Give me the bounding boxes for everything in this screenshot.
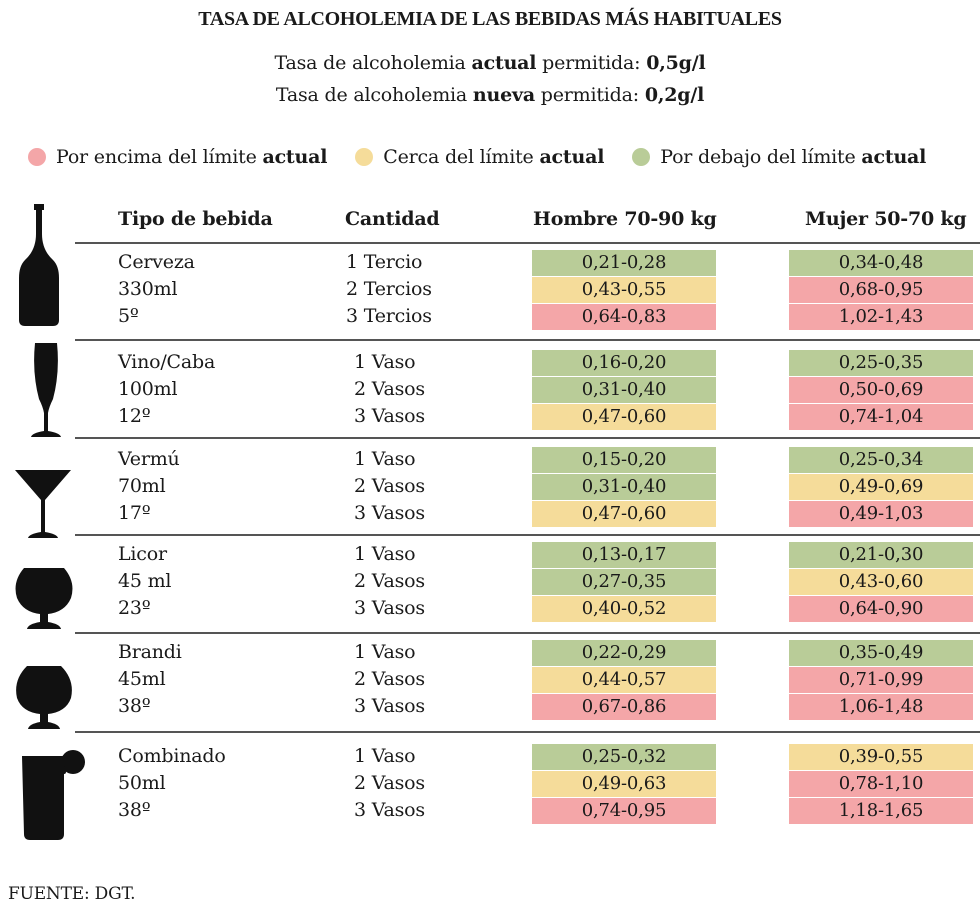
- legend-dot-below: [632, 148, 650, 166]
- highball-glass-icon: [22, 748, 86, 844]
- group-divider: [75, 632, 980, 634]
- mujer-value-cell: 0,43-0,60: [789, 569, 973, 595]
- mujer-value-cell: 1,18-1,65: [789, 798, 973, 824]
- beer-bottle-icon: [15, 204, 63, 330]
- drink-degree: 38º: [118, 695, 151, 717]
- drink-info: [118, 639, 182, 720]
- hombre-value-cell: 0,64-0,83: [532, 304, 716, 330]
- hombre-value-cell: 0,43-0,55: [532, 277, 716, 303]
- legend-item-near: [355, 146, 604, 168]
- wine-flute-icon: [23, 343, 71, 443]
- drink-degree: 5º: [118, 305, 139, 327]
- quantity-label: 1 Vaso: [354, 448, 416, 470]
- chart-title: TASA DE ALCOHOLEMIA DE LAS BEBIDAS MÁS HABITUALES: [198, 8, 782, 30]
- new-limit-bold: nueva: [472, 84, 535, 106]
- mujer-value-cell: 0,35-0,49: [789, 640, 973, 666]
- quantity-label: 1 Vaso: [354, 351, 416, 373]
- quantity-label: 3 Tercios: [346, 305, 432, 328]
- quantity-label: 1 Vaso: [354, 543, 416, 565]
- hombre-value-cell: 0,47-0,60: [532, 404, 716, 430]
- legend-text-near: Cerca del límite: [383, 146, 534, 168]
- quantity-label: 1 Tercio: [346, 251, 423, 273]
- hombre-value-cell: 0,74-0,95: [532, 798, 716, 824]
- legend-text-below: Por debajo del límite: [660, 146, 856, 168]
- hombre-value-cell: 0,21-0,28: [532, 250, 716, 276]
- mujer-value-cell: 1,02-1,43: [789, 304, 973, 330]
- drink-volume: 50ml: [118, 772, 166, 794]
- new-limit-value: 0,2g/l: [644, 84, 705, 106]
- drink-info: [118, 541, 171, 622]
- martini-glass-icon: [15, 470, 73, 544]
- drink-degree: 12º: [118, 405, 151, 427]
- quantity-label: 3 Vasos: [354, 502, 425, 525]
- mujer-value-cell: 0,39-0,55: [789, 744, 973, 770]
- quantity-label: 3 Vasos: [354, 405, 425, 428]
- current-limit-value: 0,5g/l: [646, 52, 706, 74]
- quantity-label: 3 Vasos: [354, 695, 425, 718]
- hombre-value-cell: 0,25-0,32: [532, 744, 716, 770]
- drink-volume: 45ml: [118, 668, 166, 690]
- drink-degree: 17º: [118, 502, 151, 524]
- legend-item-above: [28, 146, 327, 168]
- drink-info: [118, 446, 180, 527]
- legend-item-below: [632, 146, 926, 168]
- current-limit-prefix: Tasa de alcoholemia: [274, 52, 472, 74]
- drink-volume: 330ml: [118, 278, 178, 300]
- drink-volume: 45 ml: [118, 570, 172, 592]
- drink-info: [118, 349, 215, 430]
- header-mujer: Mujer 50-70 kg: [805, 208, 967, 230]
- drink-name: Vermú: [118, 448, 180, 470]
- header-tipo-bebida: Tipo de bebida: [118, 208, 273, 230]
- hombre-value-cell: 0,49-0,63: [532, 771, 716, 797]
- group-divider: [75, 339, 980, 341]
- hombre-value-cell: 0,15-0,20: [532, 447, 716, 473]
- mujer-value-cell: 1,06-1,48: [789, 694, 973, 720]
- legend-dot-above: [28, 148, 46, 166]
- mujer-value-cell: 0,68-0,95: [789, 277, 973, 303]
- mujer-value-cell: 0,25-0,34: [789, 447, 973, 473]
- mujer-value-cell: 0,25-0,35: [789, 350, 973, 376]
- new-limit-suffix: permitida:: [534, 84, 645, 106]
- legend-bold-near: actual: [539, 146, 605, 168]
- legend-bold-below: actual: [861, 146, 927, 168]
- quantity-label: 2 Vasos: [354, 772, 425, 795]
- header-cantidad: Cantidad: [345, 208, 440, 230]
- hombre-value-cell: 0,22-0,29: [532, 640, 716, 666]
- current-limit-suffix: permitida:: [536, 52, 647, 74]
- quantity-label: 2 Vasos: [354, 475, 425, 498]
- quantity-label: 3 Vasos: [354, 799, 425, 822]
- quantity-label: 1 Vaso: [354, 641, 416, 663]
- new-limit-line: [0, 84, 980, 106]
- group-divider: [75, 242, 980, 244]
- hombre-value-cell: 0,13-0,17: [532, 542, 716, 568]
- legend-dot-near: [355, 148, 373, 166]
- mujer-value-cell: 0,50-0,69: [789, 377, 973, 403]
- legend: [28, 143, 980, 171]
- hombre-value-cell: 0,27-0,35: [532, 569, 716, 595]
- mujer-value-cell: 0,74-1,04: [789, 404, 973, 430]
- new-limit-prefix: Tasa de alcoholemia: [275, 84, 473, 106]
- drink-name: Vino/Caba: [118, 351, 216, 373]
- drink-info: [118, 743, 226, 824]
- brandy-glass-icon: [15, 666, 73, 734]
- hombre-value-cell: 0,31-0,40: [532, 474, 716, 500]
- current-limit-bold: actual: [471, 52, 537, 74]
- quantity-label: 2 Vasos: [354, 668, 425, 691]
- drink-degree: 23º: [118, 597, 151, 619]
- quantity-label: 2 Vasos: [354, 378, 425, 401]
- drink-degree: 38º: [118, 799, 151, 821]
- drink-name: Licor: [118, 543, 167, 565]
- mujer-value-cell: 0,78-1,10: [789, 771, 973, 797]
- hombre-value-cell: 0,31-0,40: [532, 377, 716, 403]
- mujer-value-cell: 0,21-0,30: [789, 542, 973, 568]
- quantity-label: 2 Tercios: [346, 278, 432, 301]
- mujer-value-cell: 0,34-0,48: [789, 250, 973, 276]
- group-divider: [75, 437, 980, 439]
- drink-volume: 100ml: [118, 378, 178, 400]
- current-limit-line: [0, 52, 980, 74]
- hombre-value-cell: 0,47-0,60: [532, 501, 716, 527]
- group-divider: [75, 731, 980, 733]
- legend-text-above: Por encima del límite: [56, 146, 257, 168]
- quantity-label: 3 Vasos: [354, 597, 425, 620]
- mujer-value-cell: 0,49-1,03: [789, 501, 973, 527]
- source-note: FUENTE: DGT.: [8, 884, 136, 904]
- header-hombre: Hombre 70-90 kg: [533, 208, 717, 230]
- drink-name: Cerveza: [118, 251, 195, 273]
- snifter-glass-icon: [14, 568, 74, 634]
- drink-name: Brandi: [118, 641, 182, 663]
- hombre-value-cell: 0,16-0,20: [532, 350, 716, 376]
- drink-info: [118, 249, 195, 330]
- drink-volume: 70ml: [118, 475, 166, 497]
- mujer-value-cell: 0,71-0,99: [789, 667, 973, 693]
- group-divider: [75, 534, 980, 536]
- hombre-value-cell: 0,44-0,57: [532, 667, 716, 693]
- drink-name: Combinado: [118, 745, 226, 767]
- hombre-value-cell: 0,40-0,52: [532, 596, 716, 622]
- mujer-value-cell: 0,64-0,90: [789, 596, 973, 622]
- mujer-value-cell: 0,49-0,69: [789, 474, 973, 500]
- hombre-value-cell: 0,67-0,86: [532, 694, 716, 720]
- legend-bold-above: actual: [262, 146, 328, 168]
- quantity-label: 2 Vasos: [354, 570, 425, 593]
- quantity-label: 1 Vaso: [354, 745, 416, 767]
